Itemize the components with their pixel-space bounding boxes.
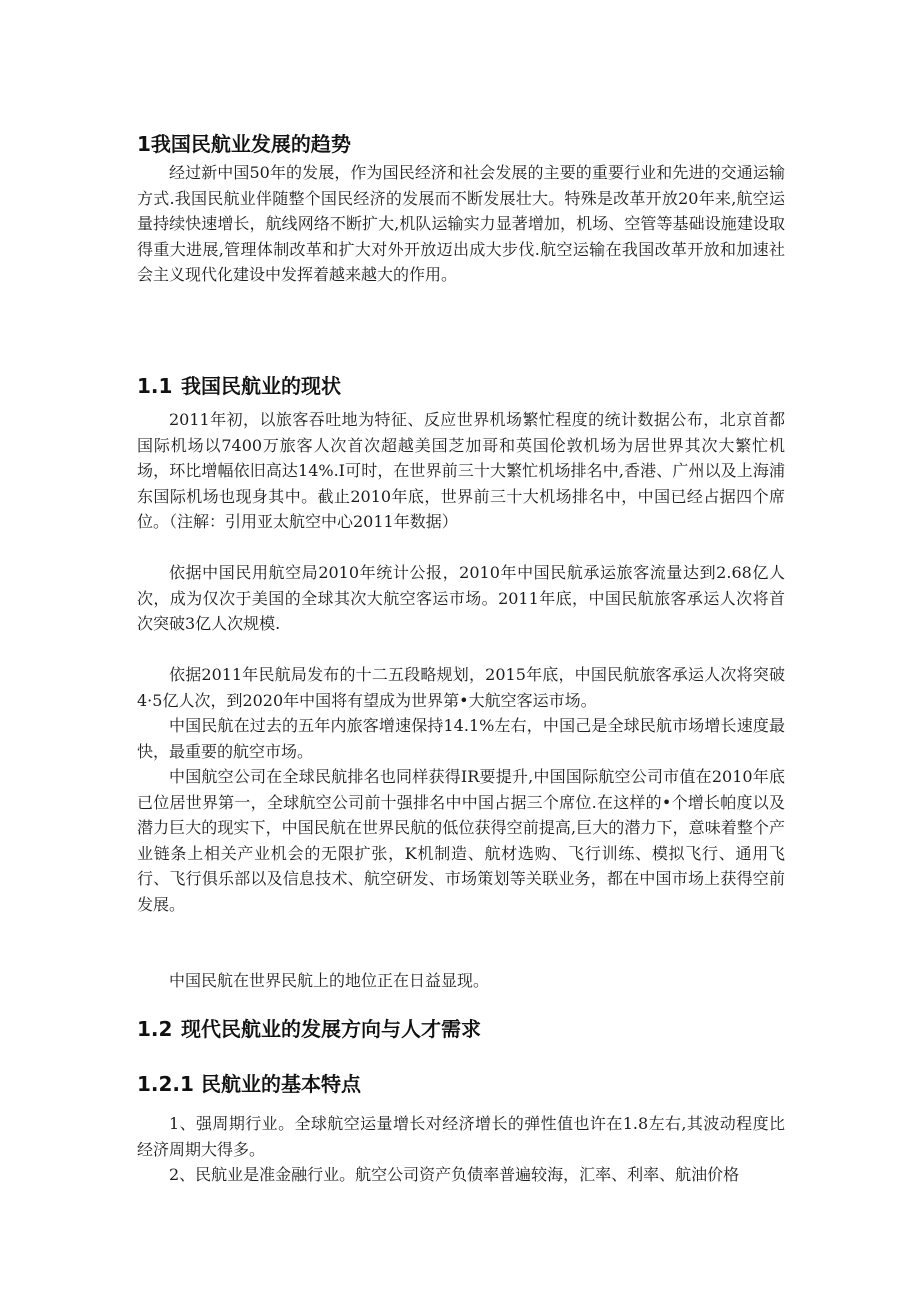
section-1-paragraph-1: 经过新中国50年的发展，作为国民经济和社会发展的主要的重要行业和先进的交通运输方式.我国民航业伴随整个国民经济的发展而不断发展壮大。特殊是改革开放20年来,航空运量持续快速增长，航线网络不断扩大,机队运输实力显著增加，机场、空管等基础设施建设取得重大进展,管理体制改革和扩大对外开放迈出成大步伐.航空运输在我国改革开放和加速社会主义现代化建设中发挥着越来越大的作用。 [137,163,785,284]
section-1-1-title: 我国民航业的现状 [181,374,341,398]
section-1-1-paragraph-3: 依据2011年民航局发布的十二五段略规划，2015年底，中国民航旅客承运人次将突破4·5亿人次，到2020年中国将有望成为世界第•大航空客运市场。 [137,665,785,710]
section-1-2-1-heading [137,1068,361,1097]
section-1-2-number: 1.2 [137,1017,173,1041]
section-1-2-1-number: 1.2.1 [137,1072,194,1096]
section-1-2-heading [137,1013,481,1042]
section-1-1-paragraph-6: 中国民航在世界民航上的地位正在日益显现。 [169,971,490,990]
section-1-1-paragraph-2: 依据中国民用航空局2010年统计公报，2010年中国民航承运旅客流量达到2.68亿人次，成为仅次于美国的全球其次大航空客运市场。2011年底，中国民航旅客承运人次将首次突破3亿人次规模. [137,563,785,633]
section-1-1-paragraph-1: 2011年初，以旅客吞吐地为特征、反应世界机场繁忙程度的统计数据公布，北京首都国际机场以7400万旅客人次首次超越美国芝加哥和英国伦敦机场为居世界其次大繁忙机场，环比增幅依旧高达14%.I可时，在世界前三十大繁忙机场排名中,香港、广州以及上海浦东国际机场也现身其中。截止2010年底，世界前三十大机场排名中，中国已经占据四个席位。（注解：引用亚太航空中心2011年数据） [137,410,785,531]
section-1-1-heading [137,370,341,399]
section-1-1-paragraph-4: 中国民航在过去的五年内旅客增速保持14.1%左右，中国己是全球民航市场增长速度最快，最重要的航空市场。 [137,716,785,761]
section-1-2-1-title: 民航业的基本特点 [201,1072,361,1096]
section-1-1-number: 1.1 [137,374,173,398]
section-1-2-1-paragraph-1: 1、强周期行业。全球航空运量增长对经济增长的弹性值也许在1.8左右,其波动程度比经济周期大得多。 [137,1114,785,1159]
section-1-1-paragraph-5: 中国航空公司在全球民航排名也同样获得IR要提升,中国国际航空公司市值在2010年底已位居世界第一，全球航空公司前十强排名中中国占据三个席位.在这样的•个增长帕度以及潜力巨大的现实下，中国民航在世界民航的低位获得空前提高,巨大的潜力下，意味着整个产业链条上相关产业机会的无限扩张，K机制造、航材选购、飞行训练、模拟飞行、通用飞行、飞行俱乐部以及信息技术、航空研发、市场策划等关联业务，都在中国市场上获得空前发展。 [137,767,785,914]
section-1-2-title: 现代民航业的发展方向与人才需求 [181,1017,481,1041]
section-1-2-1-paragraph-2: 2、民航业是准金融行业。航空公司资产负债率普遍较海，汇率、利率、航油价格 [169,1165,740,1184]
section-1-heading: 1我国民航业发展的趋势 [137,132,351,156]
